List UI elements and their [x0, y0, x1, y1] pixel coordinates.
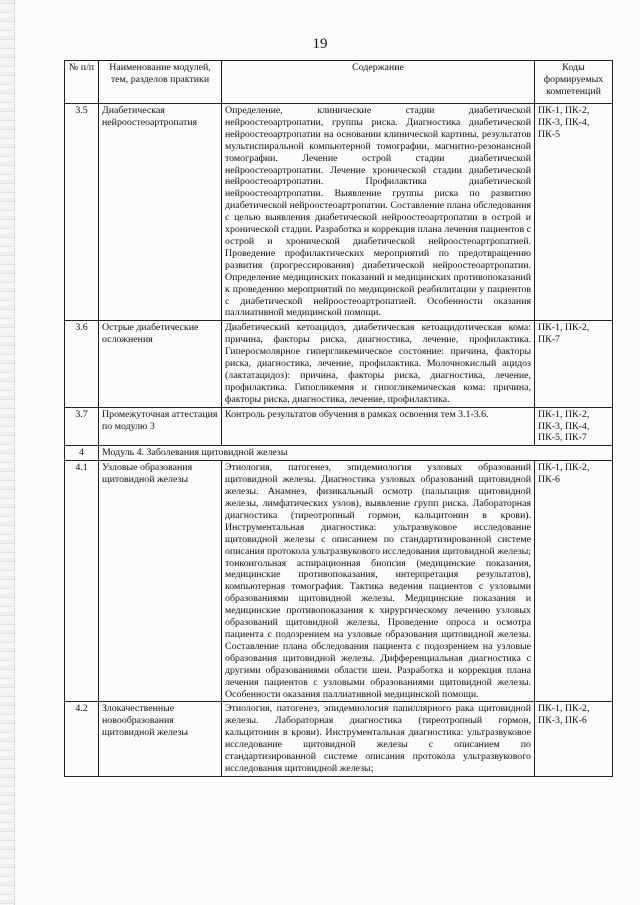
header-name: Наименование модулей, тем, разделов практики	[99, 61, 222, 104]
row-name: Узловые образования щитовидной железы	[99, 461, 222, 702]
row-name: Диабетическая нейроостеоартропатия	[99, 104, 222, 321]
row-codes: ПК-1, ПК-2, ПК-6	[535, 461, 613, 702]
header-codes: Коды формируемых компетенций	[535, 61, 613, 104]
row-num: 3.6	[65, 321, 99, 407]
row-num: 4.2	[65, 702, 99, 776]
table-row-3-6	[65, 321, 613, 407]
row-content: Этиология, патогенез, эпидемиология узловых образований щитовидной железы. Диагностика узловых образований щитовидной железы. Анамнез, физикальный осмотр (пальпация щитовидной железы, лимфатических узлов), выявление групп риска. Лабораторная диагностика (тиреотропный гормон, кальцитонин в крови). Инструментальная диагностика: ультразвуковое исследование щитовидной железы с описанием по стандартизированной системе описания протокола ультразвукового исследования щитовидной железы; тонкоигольная аспирационная биопсия (медицинские показания, медицинские противопоказания, интерпретация результатов), компьютерная томография. Тактика ведения пациентов с узловыми образованиями щитовидной железы. Медицинские показания и медицинские противопоказания к хирургическому лечению узловых образований щитовидной железы. Проведение опроса и осмотра пациента с подозрением на узловые образования щитовидной железы. Составление плана обследования пациента с подозрением на узловые образования щитовидной железы. Дифференциальная диагностика с другими образованиями области шеи. Разработка и коррекция плана лечения пациентов с узловыми образованиями щитовидной железы. Особенности оказания паллиативной медицинской помощи.	[222, 461, 535, 702]
row-codes: ПК-1, ПК-2, ПК-3, ПК-4, ПК-5, ПК-7	[535, 407, 613, 446]
table-row-4-2	[65, 702, 613, 776]
row-content: Диабетический кетоацидоз, диабетическая кетоацидотическая кома: причина, факторы риска, диагностика, лечение, профилактика. Гиперосмолярное гипергликемическое состояние: причина, факторы риска, диагностика, лечение, профилактика. Молочнокислый ацидоз (лактатацидоз): причина, факторы риска, диагностика, лечение, профилактика. Гипогликемия и гипогликемическая кома: причина, факторы риска, диагностика, лечение, профилактика.	[222, 321, 535, 407]
module-num: 4	[65, 446, 99, 461]
page-number: 19	[312, 36, 328, 52]
row-codes: ПК-1, ПК-2, ПК-7	[535, 321, 613, 407]
row-codes: ПК-1, ПК-2, ПК-3, ПК-4, ПК-5	[535, 104, 613, 321]
row-content: Контроль результатов обучения в рамках освоения тем 3.1-3.6.	[222, 407, 535, 446]
row-name: Острые диабетические осложнения	[99, 321, 222, 407]
row-content: Этиология, патогенез, эпидемиология папиллярного рака щитовидной железы. Лабораторная диагностика (тиреотропный гормон, кальцитонин в крови). Инструментальная диагностика: ультразвуковое исследование щитовидной железы с описанием по стандартизированной системе описания протокола ультразвукового исследования щитовидной железы;	[222, 702, 535, 776]
scan-edge	[0, 0, 15, 905]
row-num: 3.5	[65, 104, 99, 321]
row-content: Определение, клинические стадии диабетической нейроостеоартропатии, группы риска. Диагностика диабетической нейроостеоартропатии на основании клинической картины, результатов мультиспиральной компьютерной томографии, магнитно-резонансной томографии. Лечение острой стадии диабетической нейроостеоартропатии. Лечение хронической стадии диабетической нейроостеоартропатии. Профилактика диабетической нейроостеоартропатии. Выявление группы риска по развитию диабетической нейроостеоартропатии. Составление плана обследования с целью выявления диабетической нейроостеоартропатии в острой и хронической стадии. Разработка и коррекция плана лечения пациентов с острой и хронической диабетической нейроостеоартропатией. Проведение профилактических мероприятий по предотвращению развития (прогрессирования) диабетической нейроостеоартропатии. Определение медицинских показаний и медицинских противопоказаний к проведению мероприятий по медицинской реабилитации у пациентов с диабетической нейроостеоартропатией. Особенности оказания паллиативной медицинской помощи.	[222, 104, 535, 321]
curriculum-table	[64, 60, 613, 777]
row-num: 4.1	[65, 461, 99, 702]
header-content: Содержание	[222, 61, 535, 104]
module-row-4	[65, 446, 613, 461]
table-row-3-7	[65, 407, 613, 446]
table-header-row	[65, 61, 613, 104]
row-name: Промежуточная аттестация по модулю 3	[99, 407, 222, 446]
module-title: Модуль 4. Заболевания щитовидной железы	[99, 446, 613, 461]
row-name: Злокачественные новообразования щитовидной железы	[99, 702, 222, 776]
row-num: 3.7	[65, 407, 99, 446]
table-row-3-5	[65, 104, 613, 321]
table-row-4-1	[65, 461, 613, 702]
header-num: № п/п	[65, 61, 99, 104]
row-codes: ПК-1, ПК-2, ПК-3, ПК-6	[535, 702, 613, 776]
